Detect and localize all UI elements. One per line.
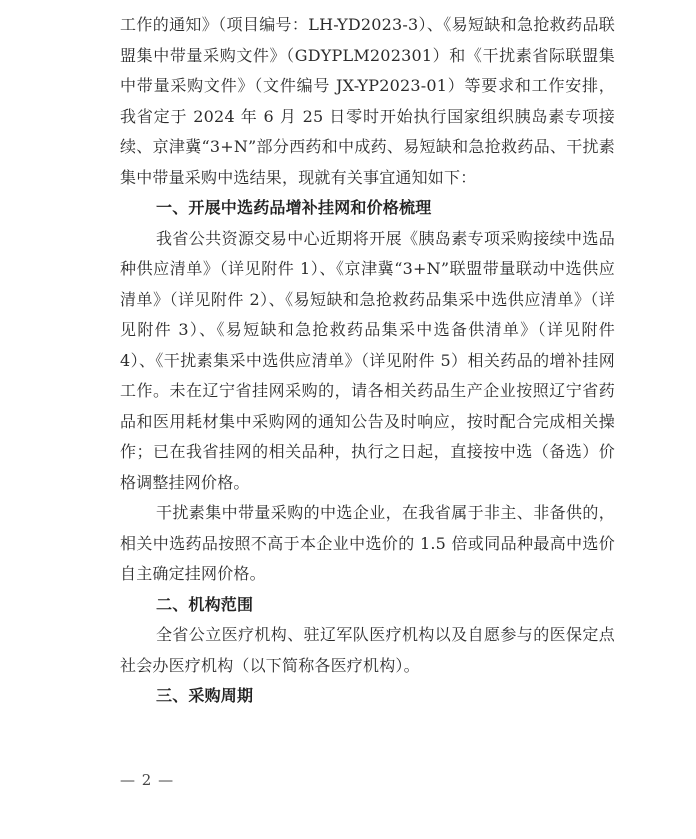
section-heading-2: 二、机构范围	[156, 594, 254, 614]
document-body	[120, 10, 615, 712]
section-1-paragraph-1: 我省公共资源交易中心近期将开展《胰岛素专项采购接续中选品种供应清单》（详见附件 1）、《京津冀“3+N”联盟带量联动中选供应清单》（详见附件 2）、《易短缺和急抢救药品集采中选供应清单》（详见附件 3）、《易短缺和急抢救药品集采中选备供清单》（详见附件 4）、《干扰素集采中选供应清单》（详见附件 5）相关药品的增补挂网工作。未在辽宁省挂网采购的，请各相关药品生产企业按照辽宁省药品和医用耗材集中采购网的通知公告及时响应，按时配合完成相关操作；已在我省挂网的相关品种，执行之日起，直接按中选（备选）价格调整挂网价格。	[120, 228, 615, 492]
section-heading-1: 一、开展中选药品增补挂网和价格梳理	[156, 198, 432, 217]
intro-paragraph: 工作的通知》（项目编号：LH-YD2023-3）、《易短缺和急抢救药品联盟集中带量采购文件》（GDYPLM202301）和《干扰素省际联盟集中带量采购文件》（文件编号 JX-YP2023-01）等要求和工作安排，我省定于 2024 年 6 月 25 日零时开始执行国家组织胰岛素专项接续、京津冀“3+N”部分西药和中成药、易短缺和急抢救药品、干扰素集中带量采购中选结果，现就有关事宜通知如下：	[120, 15, 615, 187]
section-2-paragraph: 全省公立医疗机构、驻辽军队医疗机构以及自愿参与的医保定点社会办医疗机构（以下简称各医疗机构）。	[120, 625, 615, 675]
section-heading-3: 三、采购周期	[156, 686, 254, 705]
page-number: — 2 —	[120, 771, 175, 789]
section-1-paragraph-2: 干扰素集中带量采购的中选企业，在我省属于非主、非备供的，相关中选药品按照不高于本企业中选价的 1.5 倍或同品种最高中选价自主确定挂网价格。	[120, 503, 615, 583]
